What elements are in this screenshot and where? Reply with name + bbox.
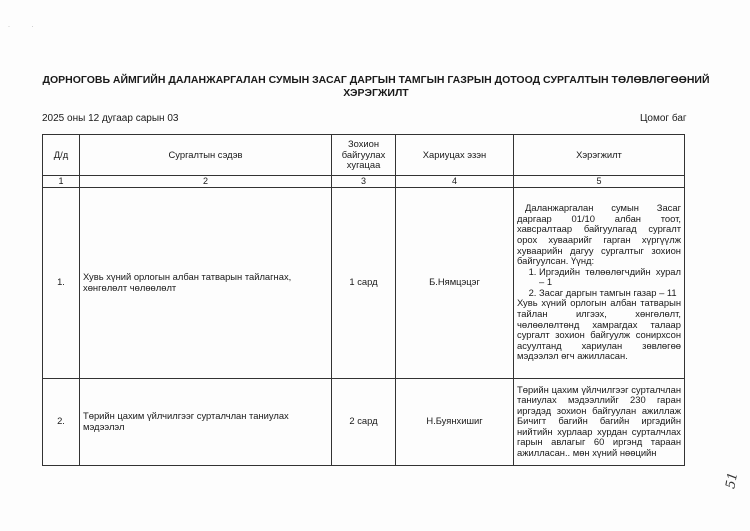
document-title: ДОРНОГОВЬ АЙМГИЙН ДАЛАНЖАРГАЛАН СУМЫН ЗАСАГ ДАРГЫН ТАМГЫН ГАЗРЫН ДОТООД СУРГАЛТЫН ТӨЛӨВЛӨГӨӨНИЙ ХЭРЭГЖИЛТ: [42, 74, 710, 99]
column-number: 2: [80, 176, 332, 188]
table-header-row: [43, 135, 685, 176]
column-number-row: [43, 176, 685, 188]
scan-specks: · ·: [8, 24, 44, 30]
column-number: 5: [514, 176, 685, 188]
header-duration: Зохион байгуулах хугацаа: [332, 135, 396, 176]
list-item: 1. Иргэдийн төлөөлөгчдийн хурал – 1: [539, 267, 681, 288]
row-duration: 2 сард: [332, 378, 396, 465]
row-implementation: [514, 187, 685, 378]
handwritten-page-number: 51: [723, 471, 742, 490]
row-implementation: Төрийн цахим үйлчилгээг сурталчлан таниулах мэдээллийг 230 гаран иргэдэд зохион байгуулан ажиллаж Бичигт багийн багийн иргэдийн нийтийн хурлаар хурдан сурталчлах гарын авлагыг 60 иргэнд тараан ажилласан.. мөн хүний нөөцийн: [514, 378, 685, 465]
row-number: 2.: [43, 378, 80, 465]
column-number: 4: [396, 176, 514, 188]
list-item: 2. Засаг даргын тамгын газар – 11: [539, 288, 681, 299]
column-number: 3: [332, 176, 396, 188]
document-date: 2025 оны 12 дугаар сарын 03: [42, 113, 179, 124]
row-topic: Төрийн цахим үйлчилгээг сурталчлан таниулах мэдээлэл: [80, 378, 332, 465]
row-responsible: Н.Буянхишиг: [396, 378, 514, 465]
header-topic: Сургалтын сэдэв: [80, 135, 332, 176]
column-number: 1: [43, 176, 80, 188]
row-topic: Хувь хүний орлогын албан татварын тайлагнах, хөнгөлөлт чөлөөлөлт: [80, 187, 332, 378]
table-row: [43, 187, 685, 378]
row-number: 1.: [43, 187, 80, 378]
table-row: [43, 378, 685, 465]
implementation-intro: Даланжаргалан сумын Засаг даргаар 01/10 албан тоот, хавсралтаар байгуулагад сургалт орох хуваарийг гарган хүргүүлж хуваарийн дагуу сургалтыг зохион байгуулсан. Үүнд:: [517, 202, 681, 267]
training-plan-table: [42, 134, 685, 466]
implementation-outro: Хувь хүний орлогын албан татварын тайлан илгээх, хөнгөлөлт, чөлөөлөлтөнд хамрагдах талаар сургалт зохион байгуулж сонирхсон асуултанд хариулан зөвлөгөө мэдээлэл өгч ажилласан.: [517, 297, 681, 362]
implementation-list: [517, 267, 681, 299]
header-responsible: Хариуцах эзэн: [396, 135, 514, 176]
document-place: Цомог баг: [640, 113, 687, 124]
row-responsible: Б.Нямцэцэг: [396, 187, 514, 378]
row-duration: 1 сард: [332, 187, 396, 378]
header-implementation: Хэрэгжилт: [514, 135, 685, 176]
header-number: Д/д: [43, 135, 80, 176]
